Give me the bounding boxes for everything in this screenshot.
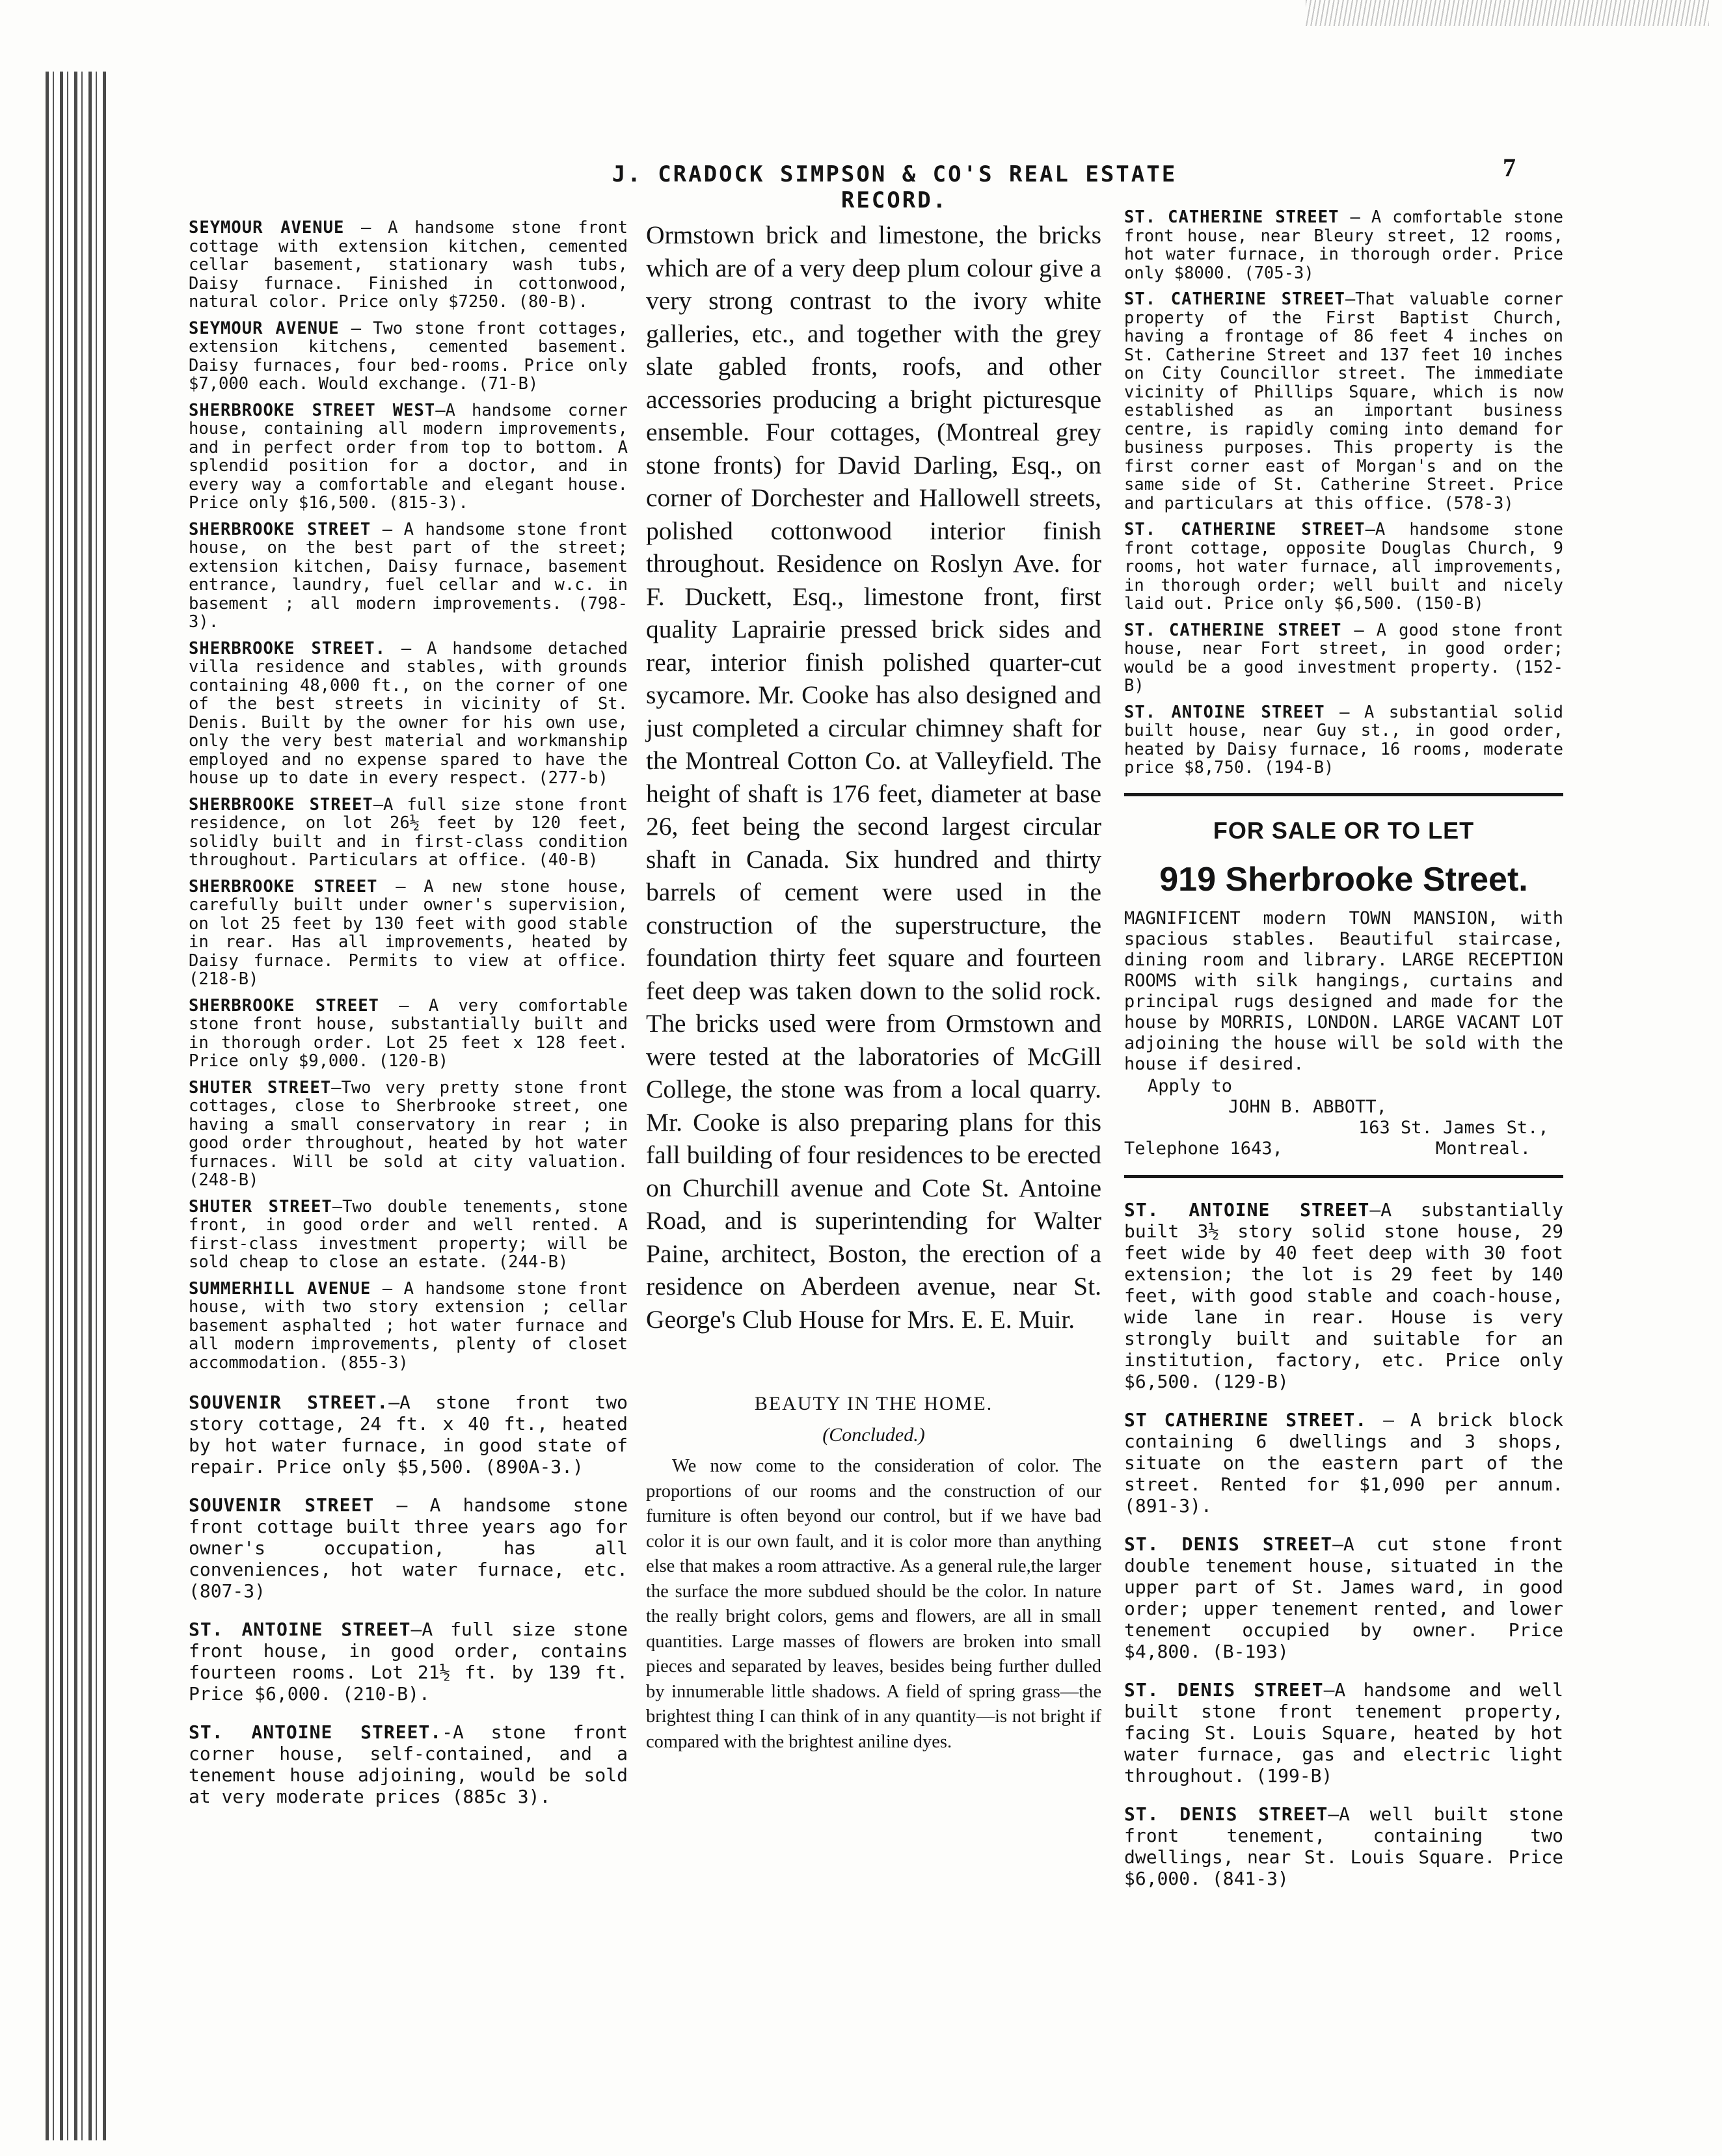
listing-street: SHERBROOKE STREET [189, 794, 373, 815]
beauty-article-title: BEAUTY IN THE HOME. [754, 1393, 993, 1414]
listing-text: —A handsome corner house, containing all modern improvements, and in perfect order from top to bottom. A splendid position for a doctor, and in every way a comfortable and elegant house. Price only $16,500. (815-3). [189, 400, 628, 513]
for-sale-contact-name: JOHN B. ABBOTT, [1228, 1096, 1387, 1117]
listing-street: ST. DENIS STREET [1124, 1803, 1328, 1825]
listing-street: ST. DENIS STREET [1124, 1678, 1324, 1701]
listing-text: —A cut stone front double tenement house, situated in the upper part of St. James ward, in good order; upper tenement rented, and lower tenement occupied by owner. Price $4,800. (B-193) [1124, 1533, 1564, 1662]
listing-item [189, 1079, 628, 1190]
listing-item [189, 1494, 628, 1602]
listings-column-left [189, 219, 628, 1824]
listing-item [189, 640, 628, 788]
listing-street: ST. ANTOINE STREET [1124, 702, 1325, 722]
listing-item [1124, 621, 1563, 695]
listing-street: ST. DENIS STREET [1124, 1533, 1333, 1555]
listing-text: — A handsome stone front house, with two story extension ; cellar basement asphalted ; hot water furnace and all modern improvements, plenty of closet accommodation. (855-3) [189, 1278, 628, 1373]
listing-item [1124, 1409, 1563, 1516]
listing-text: —Two double tenements, stone front, in good order and well rented. A first-class investment property; will be sold cheap to close an estate. (244-B) [189, 1196, 628, 1272]
listing-street: SOUVENIR STREET [189, 1494, 375, 1516]
listing-item [1124, 208, 1563, 282]
listing-text: —A substantially built 3½ story solid stone house, 29 feet wide by 40 feet deep with 30 foot extension; the lot is 29 feet by 140 feet, with good stable and coach-house, wide lane in rear. House is very strongly built and suitable for an institution, factory, etc. Price only $6,500. (129-B) [1124, 1198, 1564, 1392]
page-binding-edge [46, 72, 107, 2140]
listing-text: — A new stone house, carefully built under owner's supervision, on lot 25 feet by 130 feet with good stable in rear. Has all improvements, heated by Daisy furnace. Permits to view at office. (218-B) [189, 876, 628, 989]
scan-noise [1306, 0, 1709, 26]
article-column [646, 219, 1101, 1755]
listing-text: — A comfortable stone front house, near Bleury street, 12 rooms, hot water furnace, in thorough order. Price only $8000. (705-3) [1124, 208, 1563, 283]
listing-street: SHERBROOKE STREET. [189, 638, 386, 658]
for-sale-advertisement [1124, 817, 1563, 1159]
listing-street: ST. CATHERINE STREET [1124, 208, 1339, 227]
listing-item [189, 997, 628, 1071]
listing-text: — A substantial solid built house, near Guy st., in good order, heated by Daisy furnace, 16 rooms, moderate price $8,750. (194-B) [1124, 702, 1563, 777]
listing-item [189, 1619, 628, 1705]
listing-item [1124, 703, 1563, 777]
section-divider [1124, 1175, 1563, 1178]
listing-item [1124, 1803, 1563, 1889]
for-sale-telephone: Telephone 1643, [1124, 1138, 1283, 1159]
for-sale-city: Montreal. [1435, 1138, 1531, 1159]
listing-text: — A handsome stone front cottage built three years ago for owner's occupation, has all conveniences, hot water furnace, etc. (807-3) [189, 1494, 628, 1602]
listing-street: SHUTER STREET [189, 1196, 332, 1217]
listing-text: —A handsome and well built stone front tenement property, facing St. Louis Square, heated by hot water furnace, gas and electric light throughout. (199-B) [1124, 1678, 1564, 1786]
listing-street: SHERBROOKE STREET [189, 995, 379, 1016]
beauty-article-body: We now come to the consideration of color. The proportions of our rooms and the construction of our furniture is often beyond our control, but if we have bad color it is our own fault, and it is color more than anything else that makes a room attractive. As a general rule,the larger the surface the more subdued should be the color. In nature the really bright colors, gems and flowers, are all in small quantities. Large masses of flowers are broken into small pieces and separated by leaves, besides being further dulled by innumerable little shadows. A field of spring grass—the brightest thing I can think of in any quantity—is not bright if compared with the brightest aniline dyes. [646, 1456, 1101, 1752]
listing-item [1124, 290, 1563, 513]
listing-item [189, 319, 628, 394]
listing-text: — A handsome stone front cottage with extension kitchen, cemented cellar basement, stationary wash tubs, Daisy furnace. Finished in cottonwood, natural color. Price only $7250. (80-B). [189, 218, 628, 312]
listing-item [189, 401, 628, 513]
listing-street: ST. CATHERINE STREET [1124, 620, 1342, 640]
listing-text: —A well built stone front tenement, containing two dwellings, near St. Louis Square. Price $6,000. (841-3) [1124, 1803, 1563, 1889]
beauty-article-subtitle: (Concluded.) [822, 1424, 925, 1446]
section-divider [1124, 793, 1563, 796]
listing-street: ST. CATHERINE STREET [1124, 520, 1365, 539]
listing-street: ST. ANTOINE STREET. [189, 1721, 442, 1743]
page-number: 7 [1503, 153, 1516, 182]
for-sale-contact-address: 163 St. James St., [1358, 1117, 1549, 1138]
listing-item [189, 219, 628, 312]
listing-text: —A full size stone front residence, on lot 26½ feet by 120 feet, solidly built and in first-class condition throughout. Particulars at office. (40-B) [189, 794, 628, 870]
listing-item [189, 1721, 628, 1807]
listing-street: ST. ANTOINE STREET [189, 1619, 411, 1640]
listing-text: —Two very pretty stone front cottages, close to Sherbrooke street, one having a small conservatory in rear ; in good order throughout, heated by hot water furnaces. Will be sold at city valuation. (248-B) [189, 1077, 628, 1190]
listing-text: —A handsome stone front cottage, opposite Douglas Church, 9 rooms, hot water furnace, all improvements, in thorough order; well built and nicely laid out. Price only $6,500. (150-B) [1124, 520, 1563, 613]
for-sale-title: 919 Sherbrooke Street. [1159, 860, 1528, 898]
listing-text: — A handsome detached villa residence and stables, with grounds containing 48,000 ft., on the corner of one of the best streets in vicinity of St. Denis. Built by the owner for his own use, only the very best material and workmanship employed and no expense spared to have the house up to date in every respect. (277-b) [189, 638, 628, 788]
listing-street: SHERBROOKE STREET [189, 519, 371, 539]
listing-text: —That valuable corner property of the First Baptist Church, having a frontage of 86 feet 4 inches on St. Catherine Street and 137 feet 10 inches on City Councillor street. The immediate vicinity of Phillips Square, which is now established as an important business centre, is rapidly coming into demand for business purposes. This property is the first corner east of Morgan's and on the same side of St. Catherine Street. Price and particulars at this office. (578-3) [1124, 290, 1563, 513]
listing-text: — Two stone front cottages, extension kitchens, cemented basement. Daisy furnaces, four bed-rooms. Price only $7,000 each. Would exchange. (71-B) [189, 318, 628, 394]
listing-street: SHERBROOKE STREET WEST [189, 400, 436, 420]
article-body: Ormstown brick and limestone, the bricks which are of a very deep plum colour give a very strong contrast to the ivory white galleries, etc., and together with the grey slate gabled fronts, roofs, and other accessories producing a bright picturesque ensemble. Four cottages, (Montreal grey stone fronts) for David Darling, Esq., on corner of Dorchester and Hallowell streets, polished cottonwood interior finish throughout. Residence on Roslyn Ave. for F. Duckett, Esq., limestone front, first quality Laprairie pressed brick sides and rear, interior finish polished quarter-cut sycamore. Mr. Cooke has also designed and just completed a circular chimney shaft for the Montreal Cotton Co. at Valleyfield. The height of shaft is 176 feet, diameter at base 26, feet being the second largest circular shaft in Canada. Six hundred and thirty barrels of cement were used in the construction of the superstructure, the foundation thirty feet square and fourteen feet deep was taken down to the solid rock. The bricks used were from Ormstown and were tested at the laboratories of McGill College, the stone was from a local quarry. Mr. Cooke is also preparing plans for this fall building of four residences to be erected on Churchill avenue and Cote St. Antoine Road, and is superintending for Walter Paine, architect, Boston, the erection of a residence on Aberdeen avenue, near St. George's Club House for Mrs. E. E. Muir. [646, 221, 1101, 1334]
listing-street: ST. CATHERINE STREET [1124, 290, 1345, 309]
running-header: J. CRADOCK SIMPSON & CO'S REAL ESTATE RECORD. [612, 161, 1177, 213]
listing-street: SOUVENIR STREET. [189, 1392, 389, 1413]
listing-item [189, 1280, 628, 1373]
listing-item [1124, 520, 1563, 613]
listing-street: SHERBROOKE STREET [189, 876, 378, 896]
for-sale-body: MAGNIFICENT modern TOWN MANSION, with spacious stables. Beautiful staircase, dining room and library. LARGE RECEPTION ROOMS with silk hangings, curtains and principal rugs designed and made for the house by MORRIS, LONDON. LARGE VACANT LOT adjoining the house will be sold with the house if desired. [1124, 908, 1563, 1074]
listing-item [189, 878, 628, 989]
listing-item [189, 520, 628, 632]
listing-item [189, 796, 628, 870]
listing-item [1124, 1199, 1563, 1392]
listing-text: —A stone front two story cottage, 24 ft. x 40 ft., heated by hot water furnace, in good state of repair. Price only $5,500. (890A-3.) [189, 1392, 628, 1477]
for-sale-apply: Apply to [1148, 1075, 1233, 1096]
listing-item [1124, 1679, 1563, 1786]
for-sale-contact-row [1124, 1139, 1563, 1159]
listings-column-right [1124, 208, 1563, 1906]
listing-street: SEYMOUR AVENUE [189, 218, 345, 237]
listing-text: — A brick block containing 6 dwellings and 3 shops, situate on the eastern part of the street. Rented for $1,090 per annum. (891-3). [1124, 1408, 1564, 1516]
listing-street: SEYMOUR AVENUE [189, 318, 340, 338]
listing-text: —A full size stone front house, in good order, contains fourteen rooms. Lot 21½ ft. by 139 ft. Price $6,000. (210-B). [189, 1619, 628, 1705]
listing-item [189, 1392, 628, 1477]
listing-item [1124, 1533, 1563, 1662]
listing-text: — A handsome stone front house, on the best part of the street; extension kitchen, Daisy furnace, basement entrance, laundry, fuel cellar and w.c. in basement ; all modern improvements. (798-3). [189, 519, 628, 632]
listing-street: SUMMERHILL AVENUE [189, 1278, 371, 1299]
listing-street: ST. ANTOINE STREET [1124, 1198, 1370, 1220]
listing-text: — A good stone front house, near Fort street, in good order; would be a good investment property. (152-B) [1124, 620, 1564, 695]
listing-text: -A stone front corner house, self-contained, and a tenement house adjoining, would be sold at very moderate prices (885c 3). [189, 1721, 628, 1807]
listing-street: ST CATHERINE STREET. [1124, 1408, 1367, 1431]
listing-text: — A very comfortable stone front house, substantially built and in thorough order. Lot 25 feet x 128 feet. Price only $9,000. (120-B) [189, 995, 628, 1071]
for-sale-heading: FOR SALE OR TO LET [1213, 816, 1475, 844]
listing-item [189, 1198, 628, 1272]
listing-street: SHUTER STREET [189, 1077, 332, 1098]
